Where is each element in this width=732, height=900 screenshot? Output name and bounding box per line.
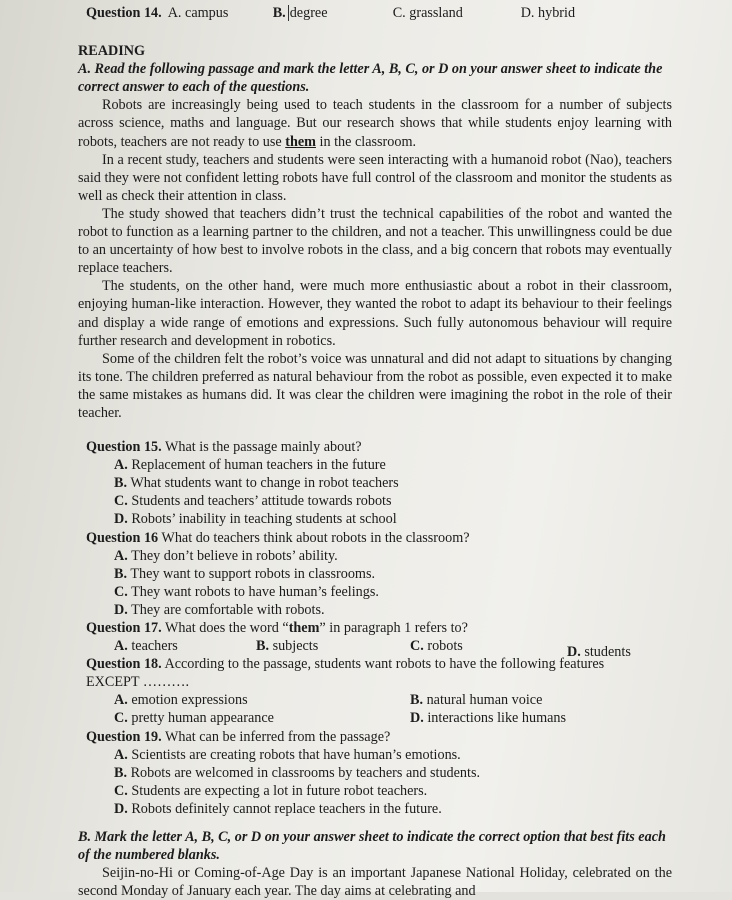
- q19-text-b: Robots are welcomed in classrooms by teachers and students.: [130, 764, 481, 781]
- q19-letter-d: D.: [114, 800, 128, 817]
- q17-letter-a: A.: [114, 638, 128, 655]
- question-15-stem: What is the passage mainly about?: [161, 439, 362, 456]
- q15-text-c: Students and teachers’ attitude towards robots: [131, 493, 392, 510]
- q16-text-c: They want robots to have human’s feelings.: [131, 583, 379, 600]
- q16-letter-b: B.: [114, 565, 128, 582]
- question-16-label: Question 16: [86, 529, 159, 546]
- question-17-word: them: [288, 620, 320, 636]
- question-18-stem: According to the passage, students want robots to have the following features: [161, 656, 605, 673]
- q17-letter-d: D.: [567, 644, 581, 661]
- q15-option-c: [78, 492, 672, 510]
- q16-letter-a: A.: [114, 547, 128, 564]
- question-17-stem-before: What does the word “: [161, 620, 289, 636]
- passage-paragraph-5: Some of the children felt the robot’s voice was unnatural and did not adapt to situations by changing its tone. The children preferred as natural behaviour from the robot as possible, even expected it to make the same mistakes as humans did. It was clear the children were imagining the robot in the role of their teacher.: [78, 350, 672, 421]
- q14-option-d: D. hybrid: [520, 5, 576, 21]
- q16-text-a: They don’t believe in robots’ ability.: [131, 547, 338, 564]
- q17-option-d: [567, 643, 631, 661]
- passage-paragraph-1: [78, 96, 672, 150]
- q15-option-a: [78, 456, 672, 474]
- question-17-label: Question 17.: [86, 620, 162, 636]
- q19-text-a: Scientists are creating robots that have human’s emotions.: [131, 746, 461, 763]
- instruction-b: B. Mark the letter A, B, C, or D on your answer sheet to indicate the correct option that best fits each of the numbered blanks.: [78, 829, 666, 864]
- q18-text-d: interactions like humans: [427, 710, 567, 727]
- question-15-label: Question 15.: [86, 439, 162, 456]
- q19-option-a: [78, 746, 672, 764]
- q18-option-d: [410, 709, 566, 727]
- q17-letter-b: B.: [256, 638, 270, 655]
- question-17: [78, 619, 672, 637]
- q18-text-b: natural human voice: [426, 692, 543, 709]
- q16-option-c: [78, 583, 672, 601]
- question-16: [78, 529, 672, 547]
- q17-text-a: teachers: [131, 638, 178, 655]
- q17-letter-c: C.: [410, 638, 424, 655]
- q15-letter-d: D.: [114, 511, 128, 528]
- q16-letter-c: C.: [114, 583, 128, 600]
- q17-options: [78, 637, 672, 661]
- q17-text-b: subjects: [272, 638, 319, 655]
- question-19-stem: What can be inferred from the passage?: [161, 728, 391, 745]
- p1-before: Robots are increasingly being used to teach students in the classroom for a number of subjects across science, maths and language. But our research shows that while students enjoy learning with robots, teachers are not ready to use: [78, 97, 672, 150]
- q18-letter-c: C.: [114, 710, 128, 727]
- question-14-label: Question 14.: [86, 5, 162, 21]
- q18-option-a: [114, 691, 410, 709]
- q18-letter-d: D.: [410, 710, 424, 727]
- q17-text-d: students: [584, 644, 631, 661]
- q17-option-c: [410, 637, 567, 655]
- q15-letter-c: C.: [114, 493, 128, 510]
- q15-text-a: Replacement of human teachers in the future: [131, 457, 386, 474]
- reading-heading: READING: [78, 43, 146, 60]
- passage-paragraph-2: In a recent study, teachers and students were seen interacting with a humanoid robot (Nao), teachers said they were not confident letting robots have full control of the classroom and monitor the students as well as check their attention in class.: [78, 151, 672, 204]
- question-14-row: [86, 4, 672, 22]
- q16-option-a: [78, 547, 672, 565]
- q15-text-b: What students want to change in robot teachers: [130, 475, 399, 492]
- instruction-a: A. Read the following passage and mark the letter A, B, C, or D on your answer sheet to indicate the correct answer to each of the questions.: [78, 61, 663, 96]
- q19-option-c: [78, 782, 672, 800]
- q17-option-a: [114, 637, 256, 655]
- q19-letter-b: B.: [114, 764, 128, 781]
- question-18-except-line: [78, 673, 672, 691]
- q16-option-d: [78, 601, 672, 619]
- question-15: [78, 438, 672, 456]
- q17-text-c: robots: [427, 638, 463, 655]
- q19-letter-a: A.: [114, 746, 128, 763]
- p1-after: in the classroom.: [315, 133, 417, 150]
- question-18-except: EXCEPT: [86, 674, 140, 691]
- q14-option-b: [273, 4, 393, 22]
- q16-option-b: [78, 565, 672, 583]
- passage-paragraph-3: The study showed that teachers didn’t trust the technical capabilities of the robot and wanted the robot to function as a learning partner to the children, and not a teacher. This unwillingness could be due to an uncertainty of how best to involve robots in the class, and a big concern that robots may eventually replace teachers.: [78, 205, 672, 277]
- passage-paragraph-4: The students, on the other hand, were much more enthusiastic about a robot in their classroom, enjoying human-like interaction. However, they wanted the robot to adapt its behaviour to their feelings and display a wide range of emotions and expressions. Such fully autonomous behaviour will require further research and development in robotics.: [78, 278, 672, 349]
- q17-option-b: [256, 637, 410, 655]
- q14-option-c: C. grassland: [392, 5, 463, 21]
- question-17-stem-after: ” in paragraph 1 refers to?: [319, 620, 468, 636]
- q16-letter-d: D.: [114, 601, 128, 618]
- q14-option-b-text: degree: [289, 5, 328, 21]
- q15-option-b: [78, 474, 672, 492]
- question-19: [78, 728, 672, 746]
- question-16-stem: What do teachers think about robots in the classroom?: [158, 529, 470, 546]
- q18-letter-b: B.: [410, 692, 424, 709]
- q18-options-row-2: [78, 709, 672, 727]
- q15-option-d: [78, 510, 672, 528]
- question-18-blank: ……….: [142, 674, 189, 691]
- q18-text-a: emotion expressions: [131, 692, 248, 709]
- p1-them: them: [285, 133, 316, 150]
- q18-option-b: [410, 691, 542, 709]
- q15-letter-b: B.: [114, 475, 128, 492]
- q16-text-b: They want to support robots in classrooms.: [130, 565, 376, 582]
- section-b-paragraph-1: Seijin-no-Hi or Coming-of-Age Day is an important Japanese National Holiday, celebrated on the second Monday of January each year. The day aims at celebrating and: [78, 865, 672, 900]
- q15-text-d: Robots’ inability in teaching students at school: [131, 511, 397, 528]
- q15-letter-a: A.: [114, 457, 128, 474]
- q18-letter-a: A.: [114, 692, 128, 709]
- q16-text-d: They are comfortable with robots.: [131, 601, 325, 618]
- q18-text-c: pretty human appearance: [131, 710, 274, 727]
- q19-text-d: Robots definitely cannot replace teachers in the future.: [131, 800, 442, 817]
- q19-letter-c: C.: [114, 782, 128, 799]
- q14-option-a: A. campus: [167, 5, 229, 21]
- q19-text-c: Students are expecting a lot in future robot teachers.: [131, 782, 428, 799]
- q18-options-row-1: [78, 691, 672, 709]
- question-18-label: Question 18.: [86, 656, 162, 673]
- question-19-label: Question 19.: [86, 728, 162, 745]
- q19-option-b: [78, 764, 672, 782]
- q14-option-b-letter: B.: [272, 5, 286, 21]
- q18-option-c: [114, 709, 410, 727]
- q19-option-d: [78, 800, 672, 818]
